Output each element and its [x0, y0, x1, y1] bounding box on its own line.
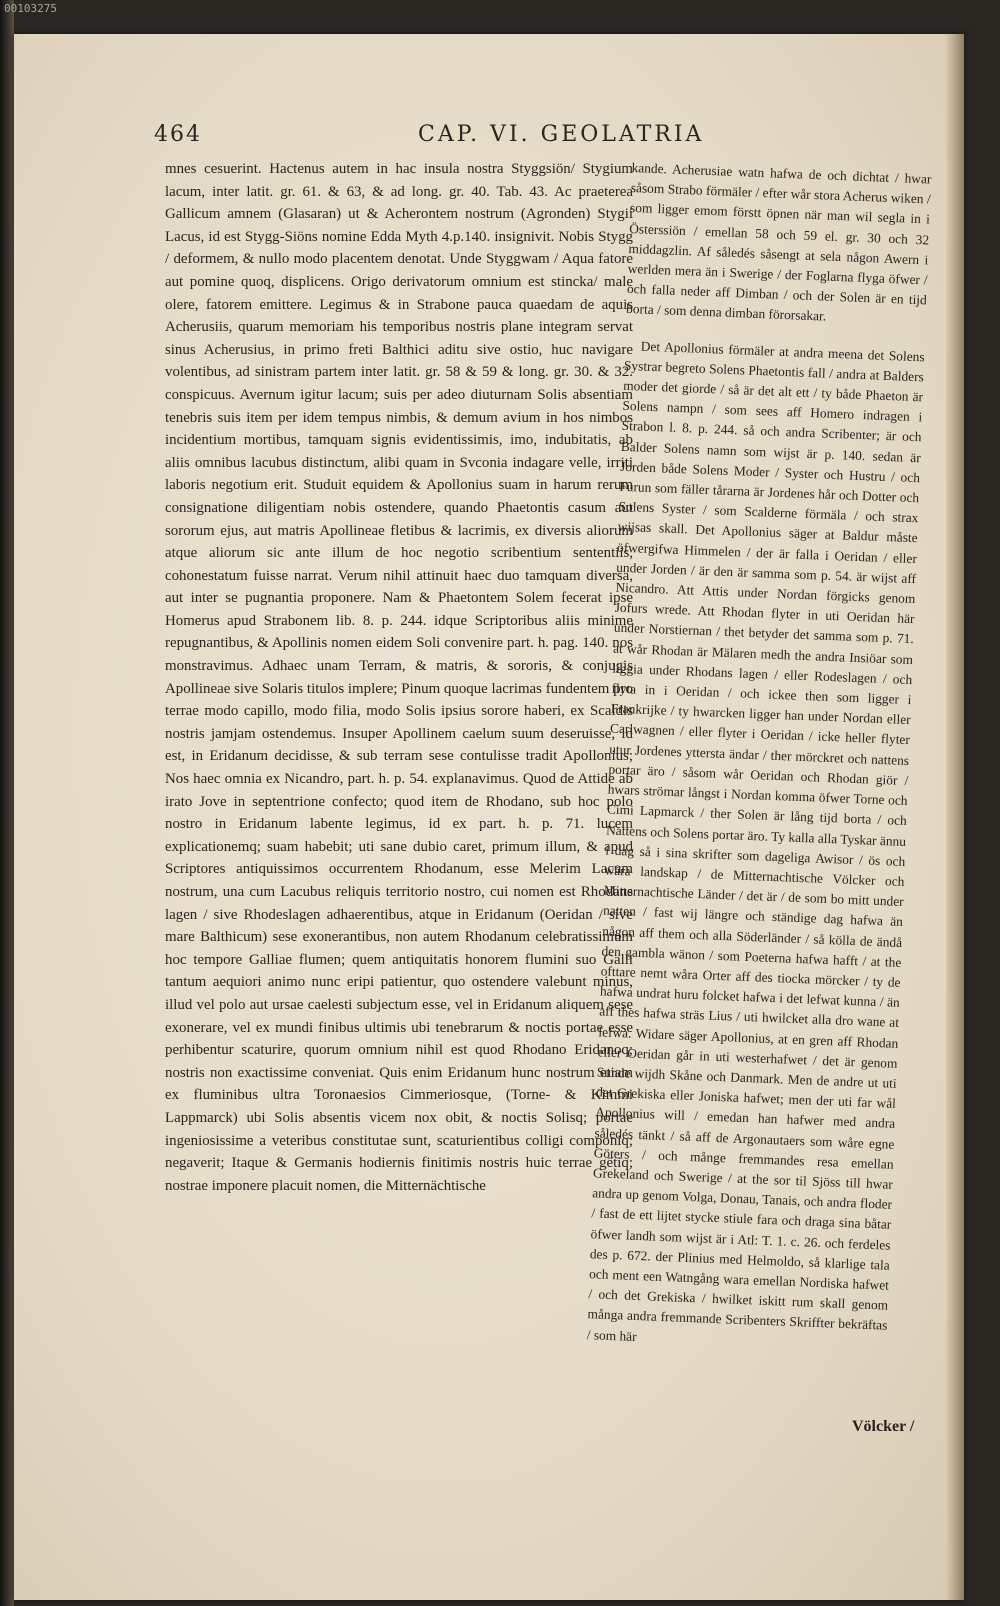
chapter-title: CAP. VI. GEOLATRIA [418, 122, 705, 147]
swedish-paragraph-1: kande. Acherusiae watn hafwa de och dichtat / hwar såsom Strabo förmäler / efter wår stora Acherus wiken / som ligger emom förstt öpnen när man wil segla in i Österssiön / emellan 58 och 59 el. gr. 30 och 32 middagzlin. Af såledés såsengt at sela någon Awern i werlden mera än i Swerige / der Foglarna flyga öfwer / och falla neder aff Dimban / och der Solen är en tijd borta / som denna dimban förorsakar. [625, 159, 932, 324]
scan-edge [0, 0, 14, 1606]
swedish-paragraph-2: Det Apollonius förmäler at andra meena det Solens Systrar begreto Solens Phaetontis fall / andra at Balders moder det giorde / så är det alt ett / ty både Phaeton är Solens nampn / som sees aff Homero indragen i Strabon l. 8. p. 244. så och andra Scribenter; är och Balder Solens namn som wijst är p. 140. sedan är Jorden både Solens Moder / Syster och Hustru / och Furun som fäller tårarna är Jordenes hår och Dotter och Solens Syster / som Scalderne förmäla / och strax wijsas skall. Det Apollonius säger at Baldur måste öfwergifwa Himmelen / der är falla i Oeridan / eller under Jorden / är den är samma som p. 54. är wijst aff Nicandro. Att Attis under Nordan förgicks genom Jofurs wrede. Att Rhodan flyter in uti Oeridan här under Norstiernan / thet betyder det samma som p. 71. at wår Rhodan är Mälaren medh the andra Insiöar som liggia under Rhodans lagen / eller Rodeslagen / och flyta in i Oeridan / och ickee then som ligger i Frankrijke / ty hwarcken ligger han under Nordan eller Carlwagnen / eller flyter i Oeridan / icke heller flyter utur Jordenes ytterstа ändar / ther mörckret och nattens portar äro / såsom wår Oeridan och Rhodan giör / hwars strömar långst i Nordan komma öfwer Torne och Cimi Lapmarck / ther Solen är lång tijd borta / och Nattens och Solens portar äro. Ty kalla alla Tyskar ännu i dag så i sina skrifter som dageliga Awisor / ös och wåra landskap / de Mitternachtische Völcker och Mitternachtische Länder / det är / de som bo mitt under natten / fast wij längre och ständige dag hafwa än någon aff them och alla Söderländer / så kölla de ändå den gambla wänon / som Poeterna hafwa hafft / at the ofttare nemt wåra Orter aff des tiocka mörcker / ty de hafwa undrat huru folcket hafwa i det lefwat kunna / än aff thes hafwa sträs Lius / uti hwilcket alla dro wane at lefwa. Widare säger Apollonius, at en gren aff Rhodan eller Oeridan går in uti westerhafwet / det är genom Sunde wijdh Skåne och Danmark. Men de andre ut uti det Grekiska eller Joniska hafwet; men der uti far wål Apollonius will / emedan han hafwer med andra såledés tänkt / så aff de Argonautaers som wåre egne Göters / och månge fremmandes resa emellan Grekeland och Swerige / at the sor til Sjöss till hwar andra up genom Volga, Donau, Tanais, och andra floder / fast de ett lijtet stycke stiule fara och draga sina båtar öfwer landh som wijst är i Atl: T. 1. c. 26. och ferdeles des p. 672. der Plinius med Helmoldo, så klarlige tala och ment een Watngång wara emellan Nordiska hafwet / och det Grekiska / hwilket iskitt rum skall genom många andra fremmande Scribenters Skriffter bekräftas / som här [586, 338, 925, 1344]
scan-label: 00103275 [4, 2, 57, 15]
latin-text: mnes cesuerint. Hactenus autem in hac insula nostra Styggsiön/ Stygium lacum, inter latit. gr. 61. & 63, & ad long. gr. 40. Tab. 43. Ac praeterea Gallicum amnem (Glasaran) ut & Acherontem nostrum (Agronden) Stygii Lacus, id est Stygg-Siöns nomine Edda Myth 4.p.140. insignivit. Nobis Stygg / deformem, & nullo modo placentem denotat. Unde Styggwam / Aqua fatore aut pomine quoq, displicens. Origo derivatorum omnium est stincka/ male olere, fatorem emittere. Legimus & in Strabone pauca quaedam de aquis Acherusiis, quarum memoriam his temporibus nostris plane integram servat sinus Acherusius, in primo freti Balthici aditu sive ostio, huc navigare volentibus, ad sinistram partem inter latit. gr. 58 & 59 & long. gr. 30. & 32. conspicuus. Avernum igitur lacum; suis per adeo diuturnam Solis absentiam tenebris suis item per idem tempus nimbis, & demum avium in hos nimbos incidentium mortibus, tamquam signis evidentissimis, imo, indubitatis, ab aliis omnibus lacubus distinctum, alibi quam in Svconia indagare velle, irriti laboris negotium erit. Studuit equidem & Apollonius suam in harum rerum consignatione diligentiam nobis ostendere, quando Phaetontis casum aut sororum ejus, aut matris Apollineae fletibus & lacrimis, ex diversis aliorum atque aliorum sic ante illum de hoc negotio scribentium sententiis, cohonestatum fuisse narrat. Verum nihil attinuit haec duo tamquam diversa, aut inter se pugnantia proponere. Nam & Phaetontem Solem fecerat ipse Homerus apud Strabonem lib. 8. p. 244. idque Scriptoribus aliis minime repugnantibus, & Apollinis nomen eidem Soli convenire part. h. pag. 140. nos monstravimus. Adhaec unam Terram, & matris, & sororis, & conjugis Apollineae sive Solaris titulos implere; Pinum quoque lacrimas fundentem pro terrae modo capillo, modo filia, modo Solis ipsius sorore haberi, ex Scaldis nostris jamjam ostendemus. Insuper Apollinem caelum suum deseruisse, id est, in Eridanum decidisse, & sub terram sese contulisse tradit Apollonius; Nos haec omnia ex Nicandro, part. h. p. 54. explanavimus. Quod de Attide ab irato Jove in septentrione confecto; quod item de Rhodano, sub hoc polo nostro in Eridanum labente legimus, id ex part. h. p. 71. lucem explicationemq; suam habebit; uti sane dubio caret, primum illum, & apud Scriptores antiquissimos occurrentem Rhodanum, esse Melerim Lacum nostrum, una cum Lacubus reliquis territorio nostro, cui nomen est Rhodans lagen / sive Rhodeslagen adhaerentibus, atque in Eridanum (Oeridan / sive mare Balthicum) sese exonerantibus, non autem Rhodanum celebratissimum hoc tempore Galliae flumen; quem antiquitatis honorem flumini suo Galli tantum aequiori animo nunc eripi patientur, quo ostendere valebunt minus, illud vel polo aut ursae caelesti subjectum esse, vel in Eridanum aliquem sese exonerare, vel ex mundi finibus ultimis ubi tenebrarum & noctis portae esse perhibentur scaturire, quorum omnium nihil est quod Rhodano Eridanoq; nostris non exactissime conveniat. Quis enim Eridanum hunc nostrum etiam ex fluminibus ultra Toronaesios Cimmeriosque, (Torne- & Kimmi Lappmarck) ubi Solis absentis vicem nox obit, & noctis Solisq; portae ingeniosissime a veteribus constitutae sunt, scaturientibus colligi componiq; negaverit; Itaque & Germanis hodiernis finitimis nostris huic terrae gētiq; nostrae imponere placuit nomen, die Mitternächtische [165, 161, 633, 1194]
swedish-column [586, 158, 931, 1356]
book-page [14, 34, 964, 1600]
catchword: Völcker / [852, 1418, 915, 1435]
page-edge-right [946, 34, 964, 1600]
latin-column [165, 158, 633, 1197]
page-number: 464 [154, 122, 202, 147]
